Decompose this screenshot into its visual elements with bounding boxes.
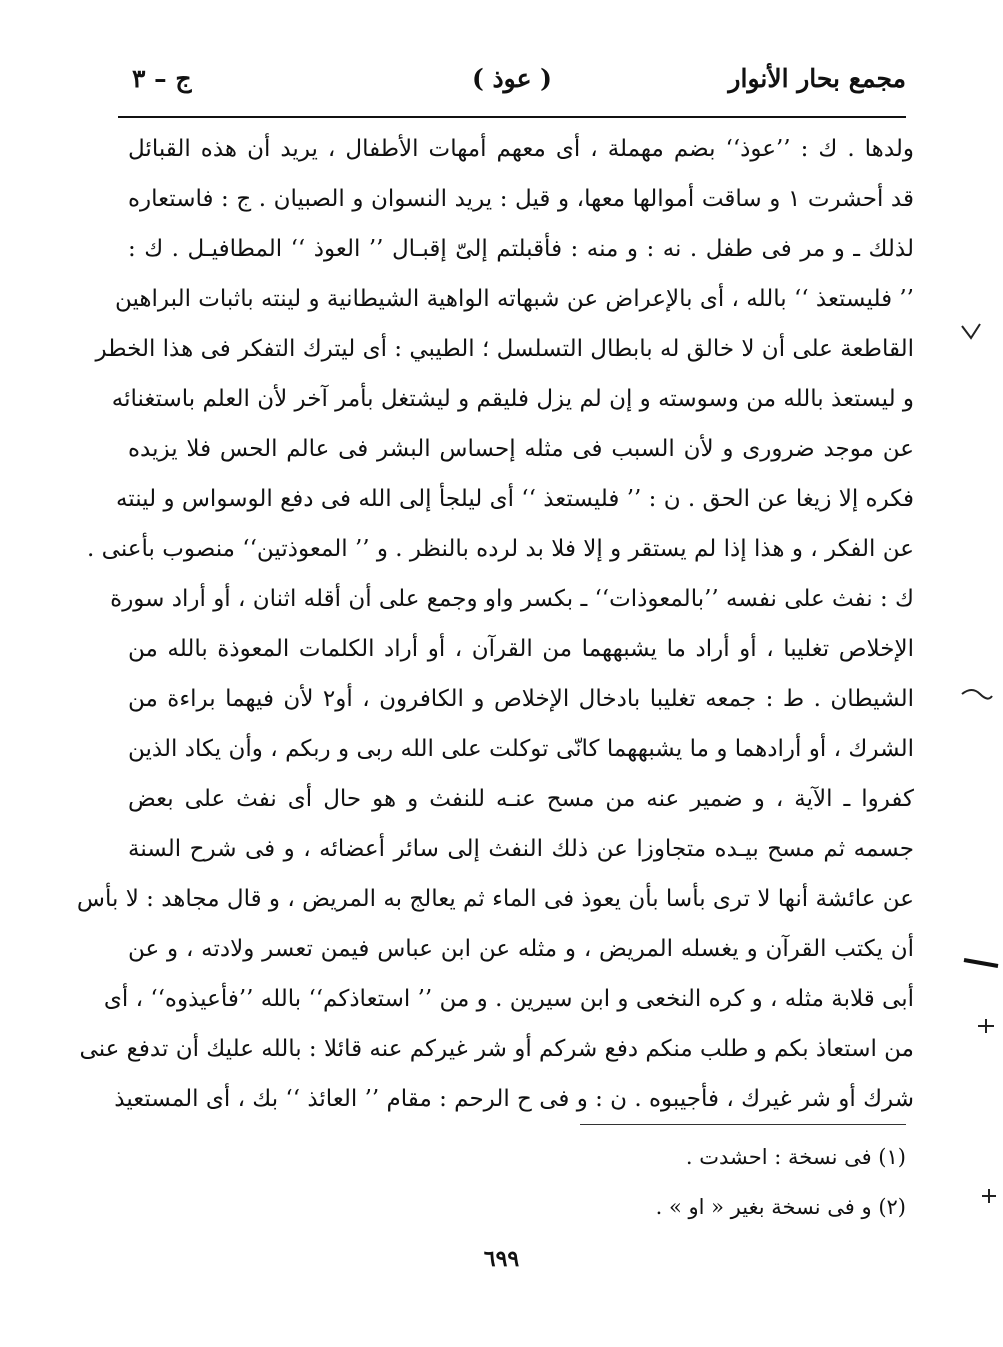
text-line: شرك أو شر غيرك ، فأجيبوه . ن : و فى ح الرحم : مقام ’’ العائذ ‘‘ بك ، أى المستعيذ <box>114 1086 914 1112</box>
footnote-2: (٢) و فى نسخة بغير « او » . <box>655 1195 906 1219</box>
text-line: عن عائشة أنها لا ترى بأسا بأن يعوذ فى الماء ثم يعالج به المريض ، و قال مجاهد : لا بأس <box>76 886 914 912</box>
text-line: لذلك ـ و مر فى طفل . نه : و منه : فأقبلتم إلىّ إقبـال ’’ العوذ ‘‘ المطافيـل . ك : <box>128 236 914 262</box>
page-header <box>118 58 906 110</box>
entry-word: ( عوذ ) <box>471 64 553 93</box>
header-rule <box>118 116 906 118</box>
footnotes <box>128 1132 906 1232</box>
text-line: كفروا ـ الآية ، و ضمير عنه من مسح عنـه للنفث و هو حال أى نفث على بعض <box>128 786 914 812</box>
text-line: قد أحشرت ١ و ساقت أموالها معها، و قيل : يريد النسوان و الصبيان . ج : فاستعاره <box>128 186 914 212</box>
text-line: و ليستعذ بالله من وسوسته و إن لم يزل فليقم و ليشتغل بأمر آخر لأن العلم باستغنائه <box>111 386 914 412</box>
margin-mark-icon <box>962 956 1000 970</box>
text-line: ولدها . ك : ’’عوذ‘‘ بضم مهملة ، أى معهم أمهات الأطفال ، يريد أن هذه القبائل <box>128 136 914 162</box>
text-line: الإخلاص تغليبا ، أو أراد ما يشبههما من القرآن ، أو أراد الكلمات المعوذة بالله من <box>128 636 914 662</box>
margin-mark-icon <box>976 1016 996 1036</box>
text-line: عن موجد ضرورى و لأن السبب فى مثله إحساس البشر فى عالم الحس فلا يزيده <box>128 436 914 462</box>
footnote-1: (١) فى نسخة : احشدت . <box>685 1145 906 1169</box>
text-line: فكره إلا زيغا عن الحق . ن : ’’ فليستعذ ‘‘ أى ليلجأ إلى الله فى دفع الوسواس و لينته <box>115 486 914 512</box>
text-line: من استعاذ بكم و طلب منكم دفع شركم أو شر غيركم عنه قائلا : بالله عليك أن تدفع عنى <box>79 1036 914 1062</box>
text-line: القاطعة على أن لا خالق له بابطال التسلسل ؛ الطيبي : أى ليترك التفكر فى هذا الخطر <box>95 336 914 362</box>
book-title: مجمع بحار الأنوار <box>728 64 906 93</box>
margin-mark-icon <box>960 684 994 704</box>
margin-mark-icon <box>980 1186 998 1206</box>
text-line: ك : نفث على نفسه ’’بالمعوذات‘‘ ـ بكسر واو وجمع على أن أقله اثنان ، أو أراد سورة <box>110 586 914 612</box>
text-line: عن الفكر ، و هذا إذا لم يستقر و إلا فلا بد لرده بالنظر . و ’’ المعوذتين‘‘ منصوب بأعنى . <box>87 536 914 562</box>
page-number: ٦٩٩ <box>483 1246 520 1272</box>
text-line: ’’ فليستعذ ‘‘ بالله ، أى بالإعراض عن شبهاته الواهية الشيطانية و لينته باثبات البراهين <box>114 286 914 312</box>
margin-mark-icon <box>958 320 984 346</box>
text-line: أن يكتب القرآن و يغسله المريض ، و مثله عن ابن عباس فيمن تعسر ولادته ، و عن <box>128 936 914 962</box>
volume-label: ج – ٣ <box>132 64 192 93</box>
body-text <box>76 124 914 1124</box>
text-line: أبى قلابة مثله ، و كره النخعى و ابن سيرين . و من ’’ استعاذكم‘‘ بالله ’’فأعيذوه‘‘ ، أى <box>103 986 914 1012</box>
text-line: الشيطان . ط : جمعه تغليبا بادخال الإخلاص و الكافرون ، أو٢ لأن فيهما براءة من <box>128 686 914 712</box>
footnote-rule <box>580 1124 906 1125</box>
text-line: الشرك ، أو أرادهما و ما يشبههما كانّى توكلت على الله ربى و ربكم ، وأن يكاد الذين <box>128 736 914 762</box>
text-line: جسمه ثم مسح بيـده متجاوزا عن ذلك النفث إلى سائر أعضائه ، و فى شرح السنة <box>128 836 914 862</box>
